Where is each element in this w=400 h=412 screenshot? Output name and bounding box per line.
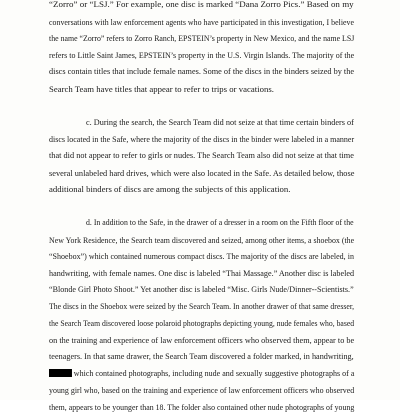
text-line: The discs in the Shoebox were seized by the Search Team. In another drawer of that same dresser, [49,301,355,311]
text-line: c. During the search, the Search Team did not seize at that time certain binders of [86,117,354,127]
text-line: d. In addition to the Safe, in the drawer of a dresser in a room on the Fifth floor of the [86,217,354,227]
text-line: the name “Zorro” refers to Zorro Ranch, EPSTEIN’s property in New Mexico, and the name LSJ [49,33,355,43]
text-line: handwriting, with female names. One disc is labeled “Thai Massage.” Another disc is labeled [49,268,355,278]
text-line: discs located in the Safe, where the majority of the discs in the binder were labeled in a manner [49,134,355,144]
text-line: refers to Little Saint James, EPSTEIN’s property in the U.S. Virgin Islands. The majority of the [49,50,355,60]
text-line: teenagers. In that same drawer, the Search Team discovered a folder marked, in handwriting, [49,351,354,361]
text-line: young girl who, based on the training and experience of law enforcement officers who observed [49,385,355,395]
text-line: discs contain titles that include female names. Some of the discs in the binders seized by the [49,66,355,76]
text-line: New York Residence, the Search team discovered and seized, among other items, a shoebox (the [49,235,355,245]
text-line: additional binders of discs are among the subjects of this application. [49,184,291,194]
text-line: “Shoebox”) which contained numerous compact discs. The majority of the discs are labeled, in [49,251,354,261]
text-line: Search Team have titles that appear to refer to trips or vacations. [49,84,274,94]
text-line: several unlabeled hard drives, which were also located in the Safe. As detailed below, those [49,168,355,178]
text-line: “Zorro” or “LSJ.” For example, one disc is marked “Dana Zorro Pics.” Based on my [49,0,354,9]
text-line: on the training and experience of law enforcement officers who observed them, appear to be [49,335,355,345]
text-line [49,368,354,378]
text-line: that did not appear to refer to girls or nudes. The Search Team also did not seize at that time [49,150,354,160]
text-line: conversations with law enforcement agents who have participated in this investigation, I believe [49,17,355,27]
text-line: the Search Team discovered loose polaroid photographs depicting young, nude females who, based [49,318,355,328]
redaction-block [49,369,72,377]
text-line: them, appears to be younger than 18. The folder also contained other nude photographs of young [49,402,355,412]
text-line: “Blonde Girl Photo Shoot.” Yet another disc is labeled “Misc. Girls Nude/Dinner--Scientists.” [49,284,354,294]
text-line-content: which contained photographs, including nude and sexually suggestive photographs of a [73,368,355,378]
